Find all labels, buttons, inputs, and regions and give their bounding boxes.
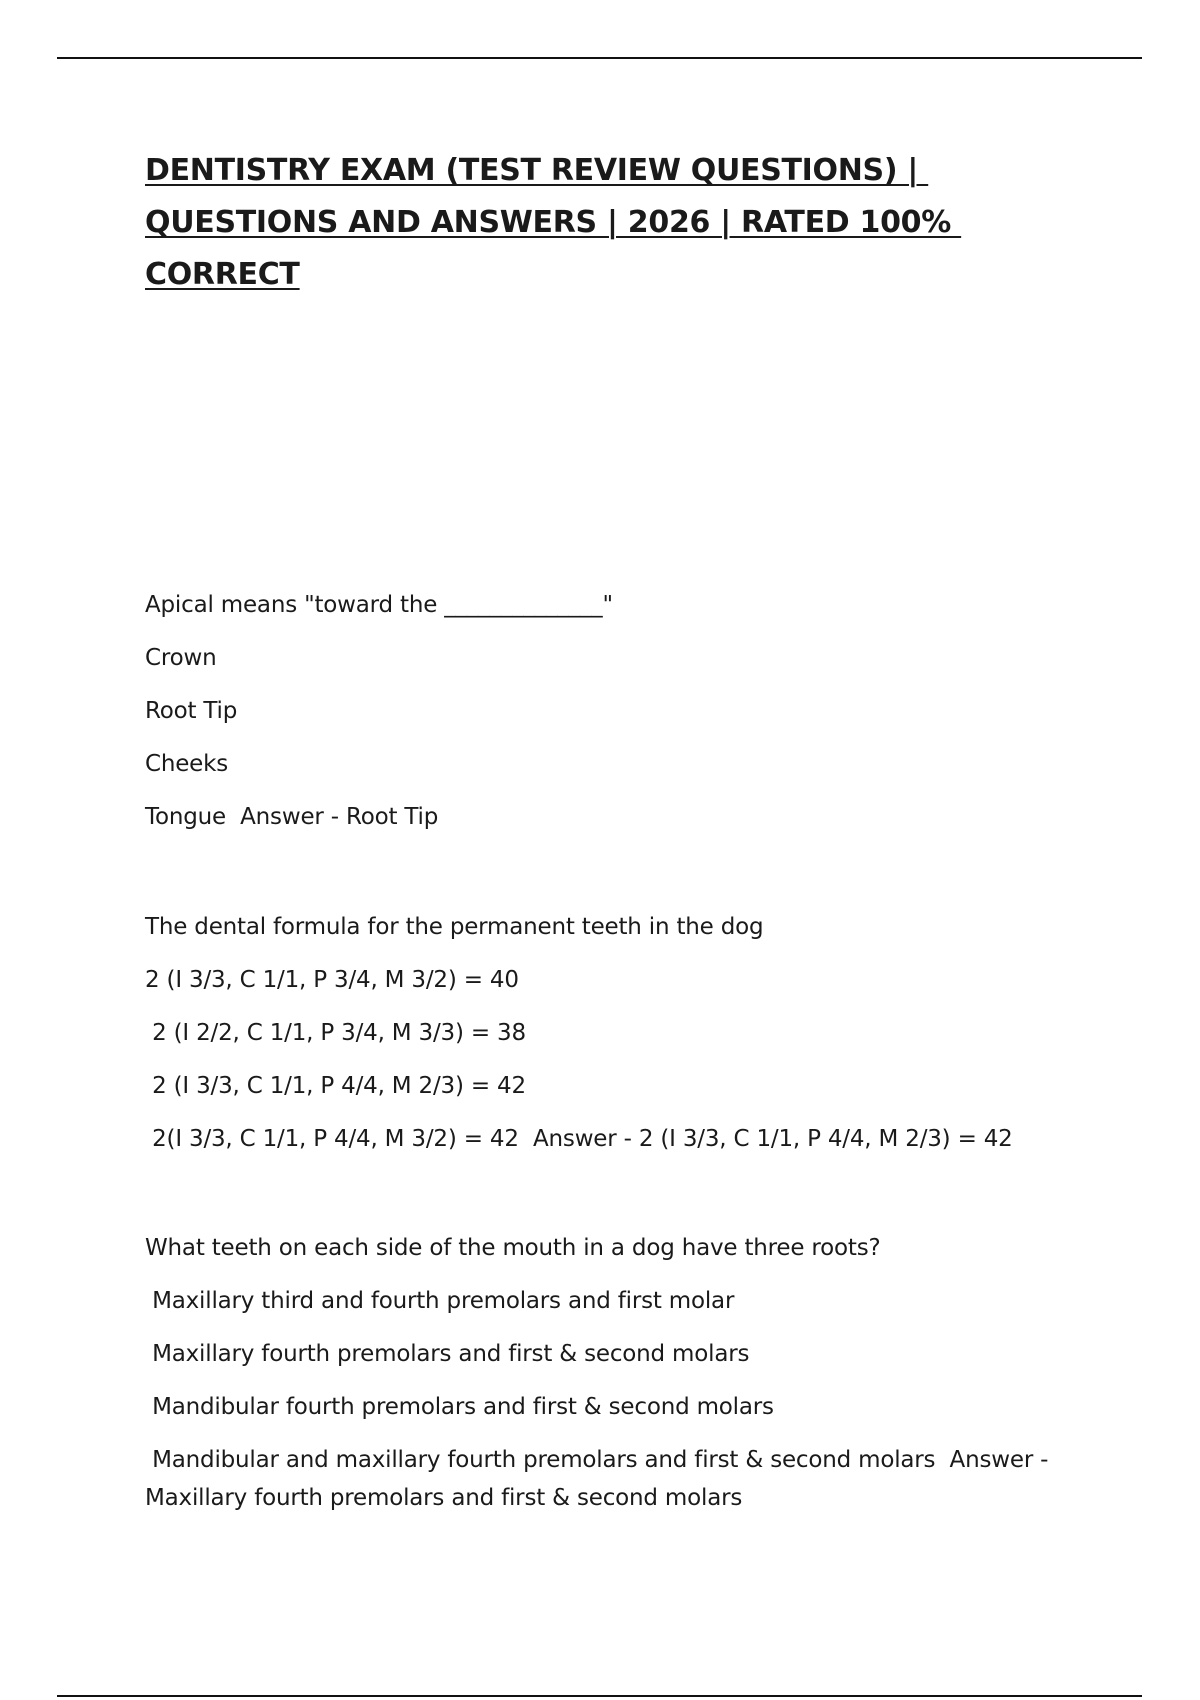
question-text: Apical means "toward the ______________" (145, 592, 613, 618)
title-line: DENTISTRY EXAM (TEST REVIEW QUESTIONS) | (145, 153, 929, 188)
footer-rule (57, 1695, 1142, 1697)
question-text: What teeth on each side of the mouth in a dog have three roots? (145, 1235, 881, 1261)
answer-option-with-answer: Mandibular and maxillary fourth premolars and first & second molars Answer - Maxillary fourth premolars and first & second molars (145, 1447, 1056, 1511)
header-rule (57, 57, 1142, 59)
answer-option: Crown (145, 645, 217, 671)
answer-option: Root Tip (145, 698, 238, 724)
question-block-apical (145, 591, 1065, 831)
question-block-dental-formula (145, 913, 1065, 1153)
question-text: The dental formula for the permanent teeth in the dog (145, 914, 764, 940)
title-line: QUESTIONS AND ANSWERS | 2026 | RATED 100% (145, 205, 962, 240)
question-block-three-roots (145, 1234, 1065, 1517)
answer-option: Cheeks (145, 751, 229, 777)
answer-option: Maxillary third and fourth premolars and first molar (145, 1288, 735, 1314)
document-title (145, 145, 1045, 301)
answer-option: Mandibular fourth premolars and first & second molars (145, 1394, 774, 1420)
answer-option-with-answer: 2(I 3/3, C 1/1, P 4/4, M 3/2) = 42 Answer - 2 (I 3/3, C 1/1, P 4/4, M 2/3) = 42 (145, 1126, 1013, 1152)
answer-option: 2 (I 2/2, C 1/1, P 3/4, M 3/3) = 38 (145, 1020, 526, 1046)
answer-option-with-answer: Tongue Answer - Root Tip (145, 804, 439, 830)
answer-option: 2 (I 3/3, C 1/1, P 4/4, M 2/3) = 42 (145, 1073, 526, 1099)
title-line: CORRECT (145, 257, 300, 292)
answer-option: Maxillary fourth premolars and first & second molars (145, 1341, 750, 1367)
answer-option: 2 (I 3/3, C 1/1, P 3/4, M 3/2) = 40 (145, 967, 519, 993)
